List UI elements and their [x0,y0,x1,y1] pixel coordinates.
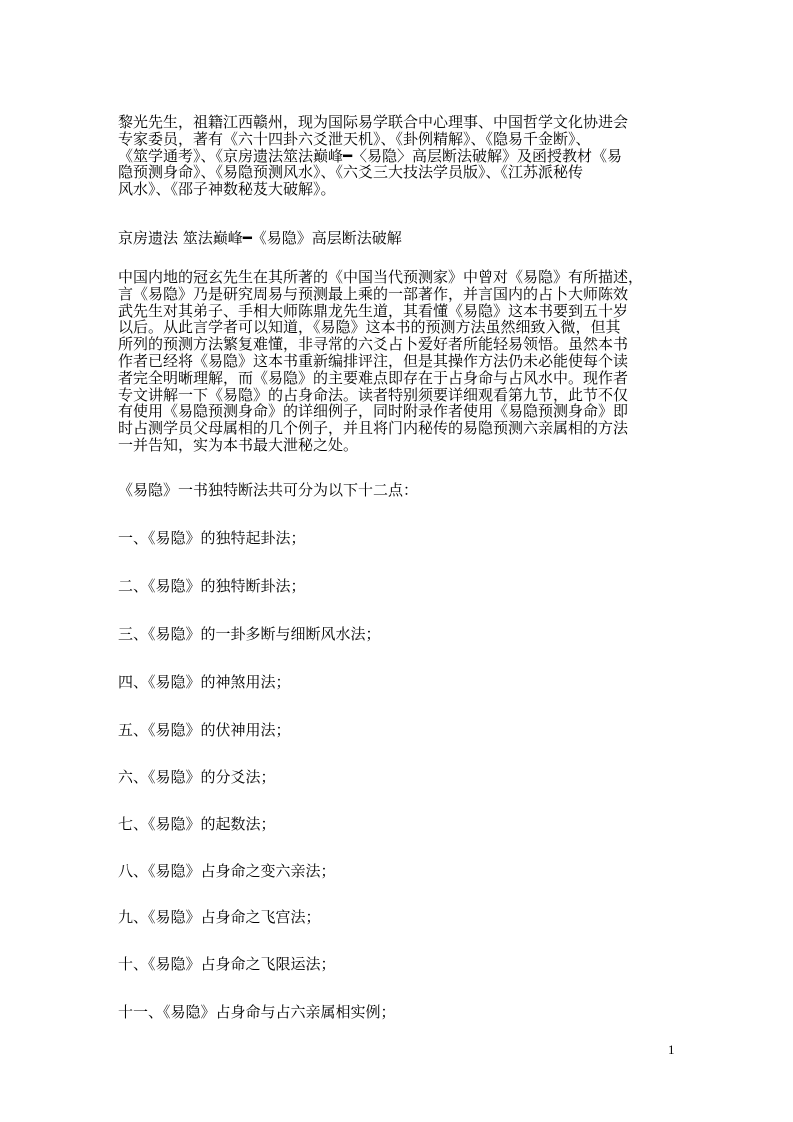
intro-paragraph [118,114,678,198]
text-line: 《筮学通考》、《京房遗法筮法巅峰━〈易隐〉高层断法破解》及函授教材《易 [118,146,623,165]
list-item: 五、《易隐》的伏神用法； [118,721,291,739]
list-item: 十一、《易隐》占身命与占六亲属相实例； [118,1003,396,1021]
list-intro: 《易隐》一书独特断法共可分为以下十二点： [118,481,419,499]
list-item: 九、《易隐》占身命之飞宫法； [118,908,321,926]
text-line: 以后。从此言学者可以知道，《易隐》这本书的预测方法虽然细致入微，但其 [118,318,621,337]
list-item: 十、《易隐》占身命之飞限运法； [118,955,336,973]
section-title: 京房遗法 筮法巅峰━《易隐》高层断法破解 [118,229,402,247]
text-line: 风水》、《邵子神数秘芨大破解》。 [118,180,336,199]
text-line: 黎光先生，祖籍江西赣州，现为国际易学联合中心理事、中国哲学文化协进会 [118,113,629,131]
list-item: 八、《易隐》占身命之变六亲法； [118,862,336,880]
text-line: 言《易隐》乃是研究周易与预测最上乘的一部著作，并言国内的占卜大师陈效 [118,284,629,303]
text-line: 专文讲解一下《易隐》的占身命法。读者特别须要详细观看第九节，此节不仅 [118,385,629,404]
text-line: 有使用《易隐预测身命》的详细例子，同时附录作者使用《易隐预测身命》即 [118,402,629,421]
page-number: 1 [668,1042,675,1057]
text-line: 武先生对其弟子、手相大师陈鼎龙先生道，其看懂《易隐》这本书要到五十岁 [118,301,629,320]
text-line: 所列的预测方法繁复难懂，非寻常的六爻占卜爱好者所能轻易领悟。虽然本书 [118,335,629,354]
text-line: 中国内地的冠玄先生在其所著的《中国当代预测家》中曾对《易隐》有所描述， [118,268,644,286]
text-line: 专家委员，著有《六十四卦六爻泄天机》、《卦例精解》、《隐易千金断》、 [118,129,591,148]
list-item: 四、《易隐》的神煞用法； [118,673,291,691]
text-line: 时占测学员父母属相的几个例子，并且将门内秘传的易隐预测六亲属相的方法 [118,419,629,438]
body-paragraph [118,269,678,454]
text-line: 隐预测身命》、《易隐预测风水》、《六爻三大技法学员版》、《江苏派秘传 [118,163,584,182]
text-line: 一并告知，实为本书最大泄秘之处。 [118,435,359,454]
text-line: 作者已经将《易隐》这本书重新编排评注，但是其操作方法仍未必能使每个读 [118,351,629,370]
list-item: 一、《易隐》的独特起卦法； [118,529,306,547]
list-item: 七、《易隐》的起数法； [118,815,276,833]
list-item: 二、《易隐》的独特断卦法； [118,577,306,595]
text-line: 者完全明晰理解，而《易隐》的主要难点即存在于占身命与占风水中。现作者 [118,368,629,387]
list-item: 三、《易隐》的一卦多断与细断风水法； [118,625,381,643]
list-item: 六、《易隐》的分爻法； [118,768,276,786]
